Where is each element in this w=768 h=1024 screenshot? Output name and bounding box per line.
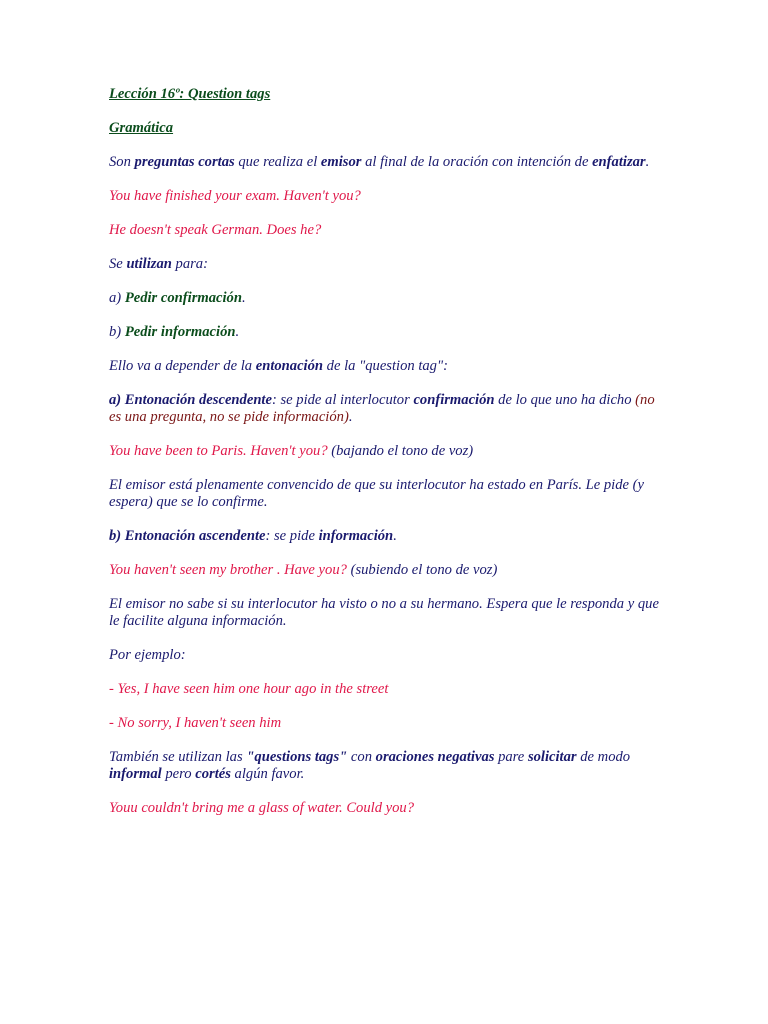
lesson-title: Lección 16º: Question tags [109,86,271,102]
bold-term: preguntas cortas [134,154,235,170]
bold-term: b) Entonación ascendente [109,528,266,544]
text-run: . [393,528,397,544]
text-run: : se pide [265,528,319,544]
text-run: También se utilizan las [109,749,247,765]
for-example-label: Por ejemplo: [109,647,186,663]
definition-paragraph [109,154,669,171]
falling-intonation-paragraph [109,392,669,426]
example-answer-1: - Yes, I have seen him one hour ago in the street [109,681,389,697]
text-run: . [348,409,353,425]
item-marker: a) [109,290,125,306]
falling-explanation: El emisor está plenamente convencido de que su interlocutor ha estado en París. Le pide (y espera) que se lo confirme. [109,477,644,510]
bold-term: información [318,528,394,544]
text-run: pare [494,749,528,765]
text-run: . [241,290,246,306]
item-label: Pedir confirmación [124,290,242,306]
text-run: de lo que uno ha dicho [494,392,636,408]
negative-sentences-paragraph [109,749,669,783]
bold-term: entonación [255,358,324,374]
text-run: al final de la oración con intención de [361,154,593,170]
text-run: Ello va a depender de la [109,358,256,374]
tone-note: (bajando el tono de voz) [327,443,474,459]
tone-note: (subiendo el tono de voz) [346,562,498,578]
bold-term: confirmación [413,392,495,408]
text-run: algún favor. [230,766,305,782]
text-run: para: [171,256,208,272]
bold-term: oraciones negativas [375,749,495,765]
example-sentence-4 [109,562,669,579]
item-marker: b) [109,324,125,340]
text-run: Son [109,154,135,170]
text-run: Se [109,256,127,272]
example-sentence-3 [109,443,669,460]
text-run: de la "question tag": [323,358,448,374]
text-run: que realiza el [234,154,321,170]
example-text: You have been to Paris. Haven't you? [109,443,328,459]
text-run: . [645,154,650,170]
example-sentence-1: You have finished your exam. Haven't you? [109,188,361,204]
bold-term: informal [109,766,162,782]
rising-explanation: El emisor no sabe si su interlocutor ha visto o no a su hermano. Espera que le responda y que le facilite alguna información. [109,596,659,629]
text-run: : se pide al interlocutor [271,392,414,408]
item-label: Pedir información [124,324,236,340]
example-sentence-7: Youu couldn't bring me a glass of water. Could you? [109,800,415,816]
text-run: . [235,324,240,340]
example-text: You haven't seen my brother . Have you? [109,562,347,578]
example-sentence-2: He doesn't speak German. Does he? [109,222,322,238]
use-item-b [109,324,669,341]
text-run: con [347,749,376,765]
uses-intro [109,256,669,273]
use-item-a [109,290,669,307]
bold-term: solicitar [527,749,577,765]
bold-term: emisor [320,154,362,170]
bold-term: a) Entonación descendente [109,392,272,408]
bold-term: utilizan [126,256,172,272]
rising-intonation-paragraph [109,528,669,545]
text-run: pero [161,766,196,782]
bold-term: "questions tags" [246,749,348,765]
section-heading: Gramática [109,120,174,136]
bold-term: cortés [195,766,231,782]
parenthetical-note: (no es una pregunta, no se pide información) [109,392,655,425]
document-body [109,86,669,834]
bold-term: enfatizar [592,154,646,170]
text-run: de modo [576,749,631,765]
example-answer-2: - No sorry, I haven't seen him [109,715,282,731]
intonation-intro [109,358,669,375]
